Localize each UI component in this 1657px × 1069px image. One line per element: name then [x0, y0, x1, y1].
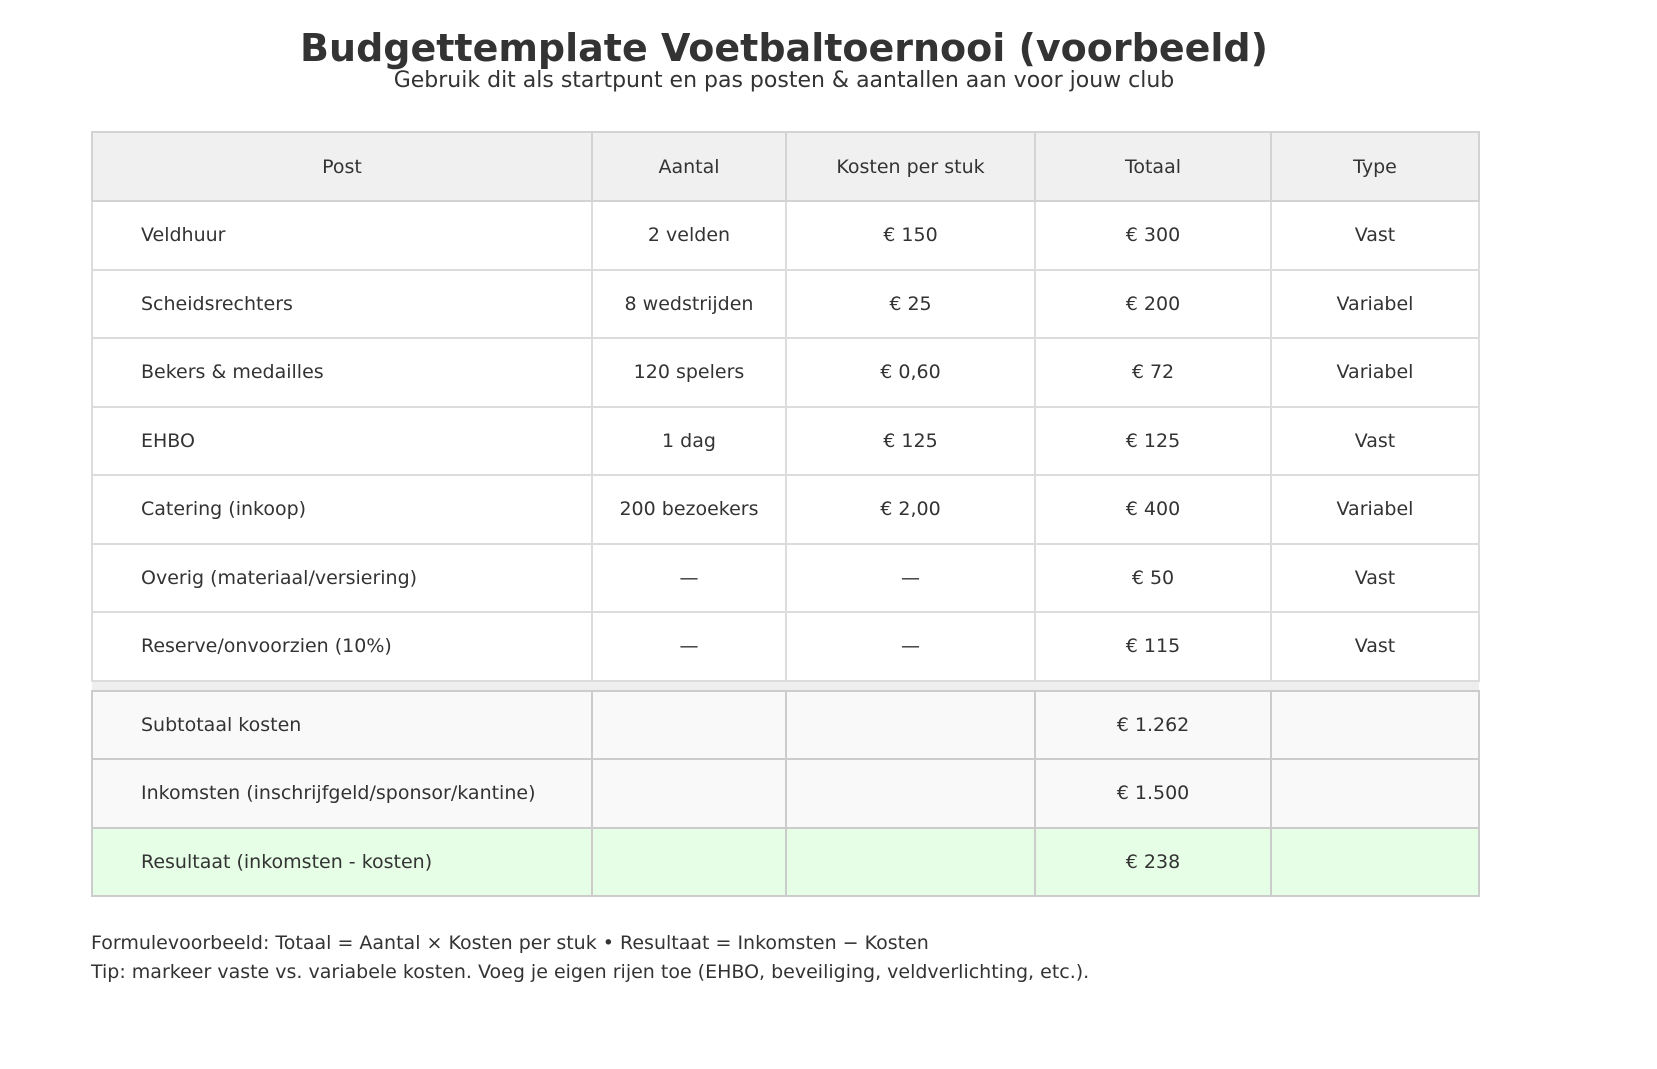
- cell-post: EHBO: [92, 407, 592, 476]
- divider-band: [92, 681, 1479, 691]
- cell-aantal: 8 wedstrijden: [592, 270, 786, 339]
- income-row: [92, 759, 1479, 828]
- cell-aantal: 120 spelers: [592, 338, 786, 407]
- cell-totaal: € 72: [1035, 338, 1271, 407]
- cell-totaal: € 1.500: [1035, 759, 1271, 828]
- section-divider: [92, 681, 1479, 691]
- cell-aantal: —: [592, 544, 786, 613]
- cell-totaal: € 300: [1035, 201, 1271, 270]
- cell-kosten: € 125: [786, 407, 1035, 476]
- cell-aantal: [592, 759, 786, 828]
- tip-note: Tip: markeer vaste vs. variabele kosten. Voeg je eigen rijen toe (EHBO, beveiliging, veldverlichting, etc.).: [91, 961, 1090, 983]
- budget-table: [91, 131, 1480, 897]
- cell-type: Variabel: [1271, 475, 1479, 544]
- cell-type: Variabel: [1271, 338, 1479, 407]
- cell-aantal: 2 velden: [592, 201, 786, 270]
- column-header-aantal: Aantal: [592, 132, 786, 201]
- cell-aantal: 1 dag: [592, 407, 786, 476]
- result-row: [92, 828, 1479, 897]
- cell-post: Subtotaal kosten: [92, 691, 592, 760]
- cell-totaal: € 125: [1035, 407, 1271, 476]
- cell-type: Variabel: [1271, 270, 1479, 339]
- cell-kosten: € 0,60: [786, 338, 1035, 407]
- cell-aantal: —: [592, 612, 786, 681]
- cell-post: Veldhuur: [92, 201, 592, 270]
- table-row: [92, 407, 1479, 476]
- cell-type: Vast: [1271, 407, 1479, 476]
- cell-kosten: —: [786, 544, 1035, 613]
- column-header-post: Post: [92, 132, 592, 201]
- subtotal-row: [92, 691, 1479, 760]
- budget-table-container: [91, 131, 1478, 897]
- cell-post: Scheidsrechters: [92, 270, 592, 339]
- cell-post: Catering (inkoop): [92, 475, 592, 544]
- cell-kosten: € 2,00: [786, 475, 1035, 544]
- table-row: [92, 201, 1479, 270]
- cell-post: Inkomsten (inschrijfgeld/sponsor/kantine): [92, 759, 592, 828]
- formula-note: Formulevoorbeeld: Totaal = Aantal × Kosten per stuk • Resultaat = Inkomsten − Kosten: [91, 932, 929, 954]
- table-row: [92, 338, 1479, 407]
- cell-post: Resultaat (inkomsten - kosten): [92, 828, 592, 897]
- cell-aantal: [592, 691, 786, 760]
- cell-post: Bekers & medailles: [92, 338, 592, 407]
- cell-aantal: 200 bezoekers: [592, 475, 786, 544]
- cell-totaal: € 1.262: [1035, 691, 1271, 760]
- cell-totaal: € 200: [1035, 270, 1271, 339]
- cell-kosten: [786, 828, 1035, 897]
- table-row: [92, 475, 1479, 544]
- cell-kosten: —: [786, 612, 1035, 681]
- table-header-row: [92, 132, 1479, 201]
- cell-totaal: € 400: [1035, 475, 1271, 544]
- column-header-type: Type: [1271, 132, 1479, 201]
- cell-type: Vast: [1271, 544, 1479, 613]
- cell-post: Reserve/onvoorzien (10%): [92, 612, 592, 681]
- cell-totaal: € 238: [1035, 828, 1271, 897]
- column-header-totaal: Totaal: [1035, 132, 1271, 201]
- cell-post: Overig (materiaal/versiering): [92, 544, 592, 613]
- cell-type: [1271, 759, 1479, 828]
- cell-aantal: [592, 828, 786, 897]
- cell-totaal: € 50: [1035, 544, 1271, 613]
- cell-kosten: € 150: [786, 201, 1035, 270]
- cell-totaal: € 115: [1035, 612, 1271, 681]
- cell-type: Vast: [1271, 612, 1479, 681]
- table-row: [92, 544, 1479, 613]
- cell-kosten: [786, 759, 1035, 828]
- table-row: [92, 612, 1479, 681]
- page-subtitle: Gebruik dit als startpunt en pas posten & aantallen aan voor jouw club: [393, 68, 1175, 93]
- cell-kosten: [786, 691, 1035, 760]
- table-row: [92, 270, 1479, 339]
- page-title: Budgettemplate Voetbaltoernooi (voorbeeld): [300, 26, 1268, 70]
- cell-type: [1271, 691, 1479, 760]
- cell-type: [1271, 828, 1479, 897]
- cell-kosten: € 25: [786, 270, 1035, 339]
- column-header-kosten-per-stuk: Kosten per stuk: [786, 132, 1035, 201]
- cell-type: Vast: [1271, 201, 1479, 270]
